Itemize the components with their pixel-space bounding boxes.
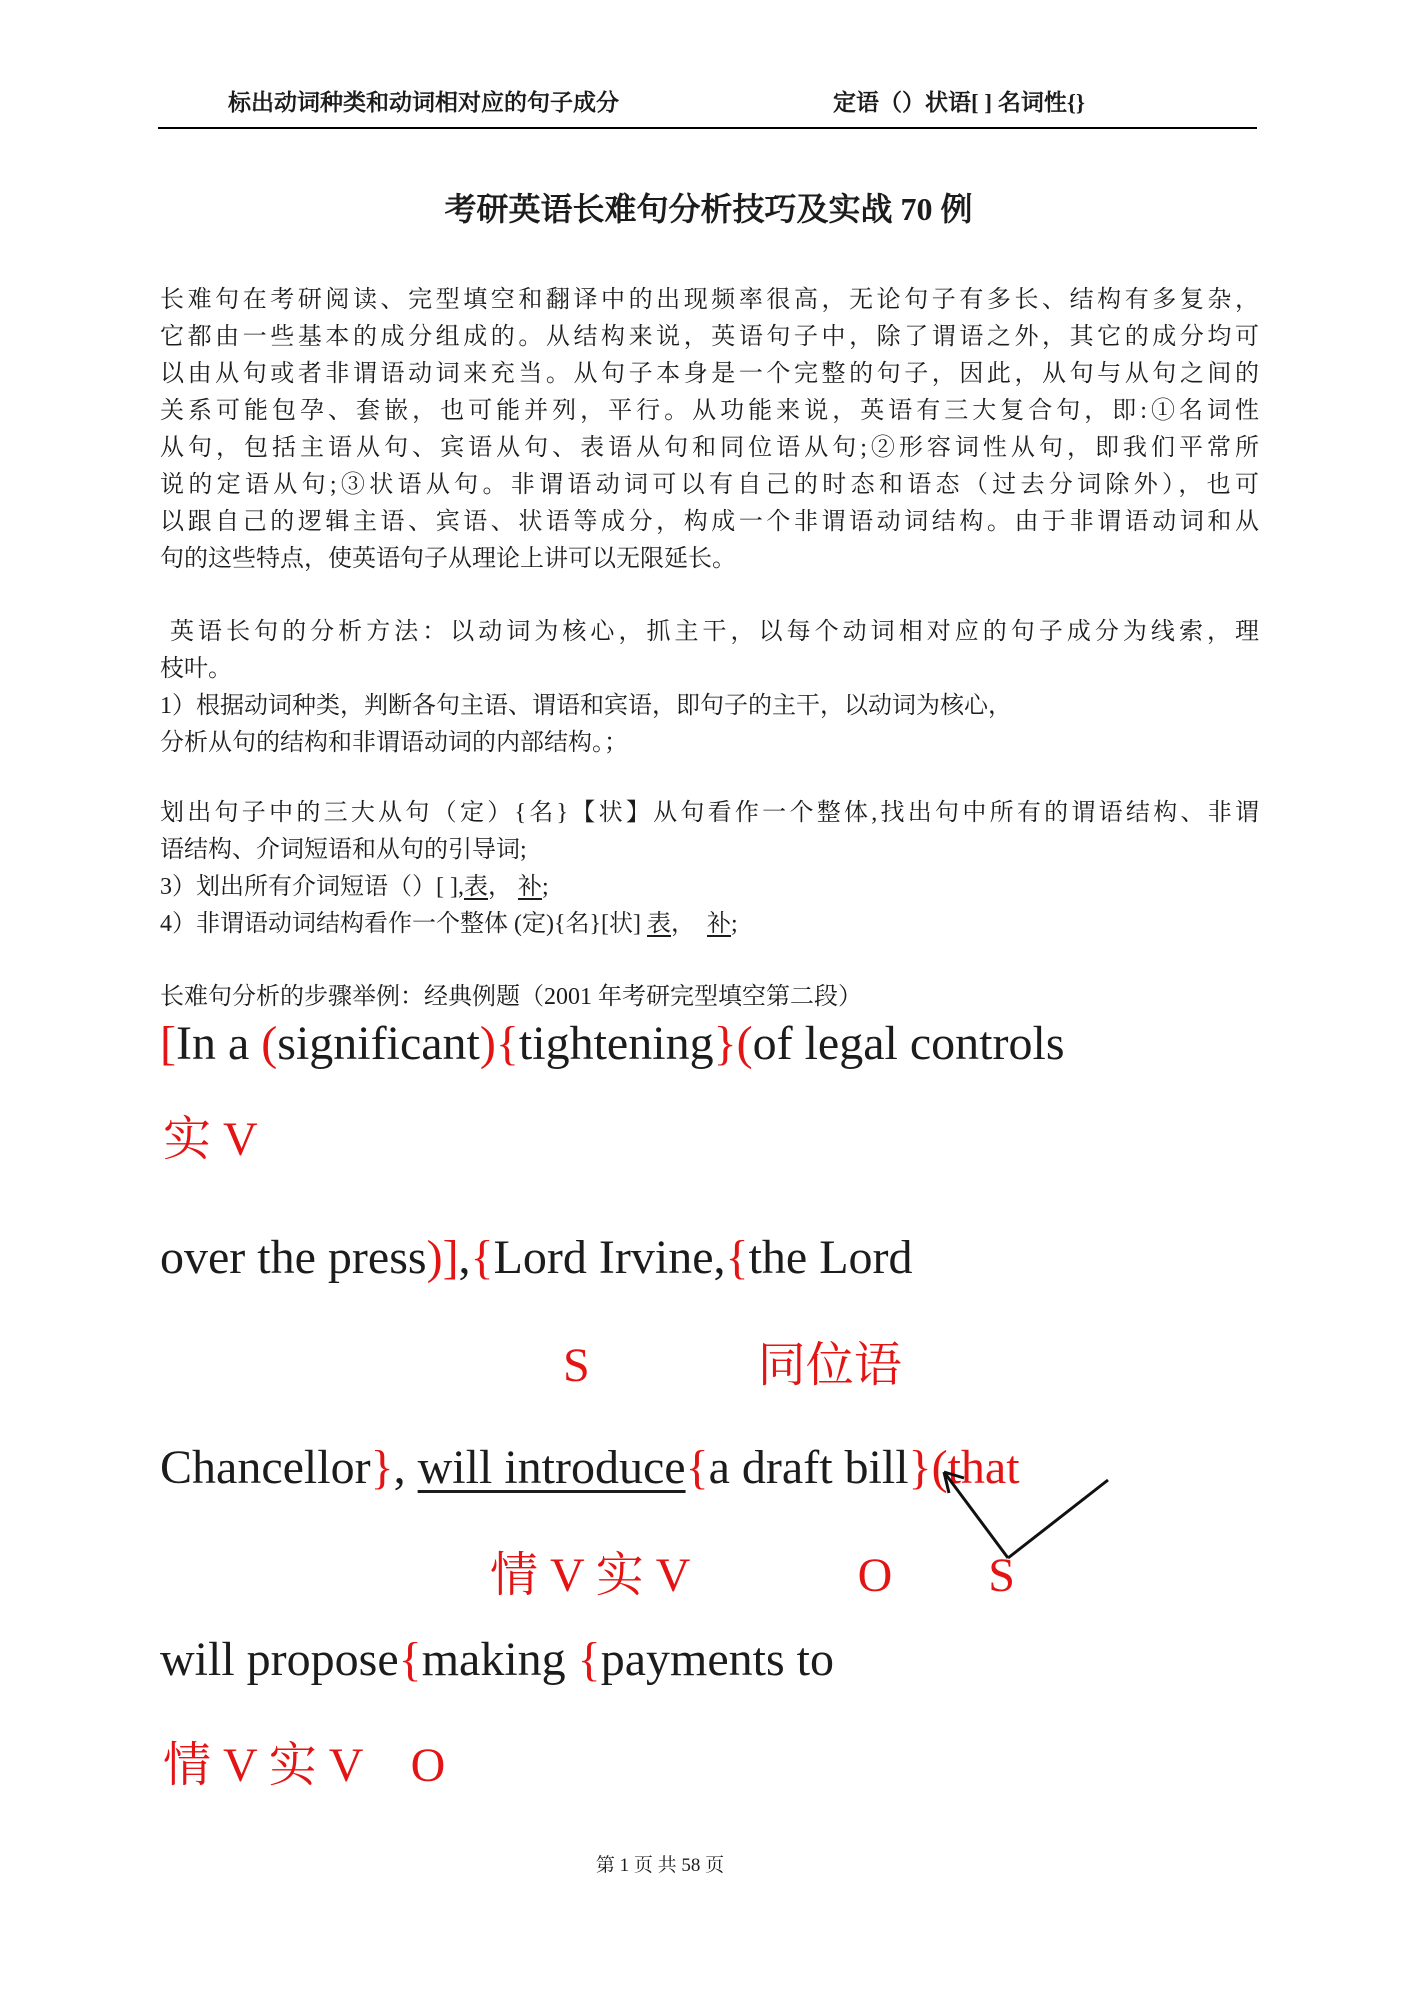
text-segment: of legal controls bbox=[752, 1017, 1065, 1070]
method-line: 1）根据动词种类，判断各句主语、谓语和宾语，即句子的主干，以动词为核心， bbox=[160, 693, 1012, 719]
header-divider bbox=[158, 127, 1257, 129]
example-sentence-line bbox=[160, 1230, 913, 1285]
example-annotation-line bbox=[163, 1112, 258, 1167]
text-segment: ， bbox=[487, 874, 518, 900]
text-segment: ( bbox=[261, 1017, 278, 1070]
header-right-text: 定语（）状语[ ] 名词性{} bbox=[833, 90, 1085, 115]
text-segment: 实 V bbox=[163, 1113, 258, 1166]
text-segment: significant bbox=[277, 1017, 480, 1070]
text-segment: 划出句子中的三大从句（定）{名}【状】从句看作一个整体,找出句中所有的谓语结构、非谓 bbox=[160, 800, 1259, 826]
method-line: 分析从句的结构和非谓语动词的内部结构。； bbox=[160, 730, 628, 756]
text-segment: 补 bbox=[707, 911, 732, 937]
text-segment: { bbox=[577, 1633, 601, 1686]
intro-line: 从句，包括主语从句、宾语从句、表语从句和同位语从句;②形容词性从句，即我们平常所 bbox=[160, 435, 1259, 461]
text-segment: making bbox=[421, 1633, 578, 1686]
text-segment: ， bbox=[671, 911, 708, 937]
text-segment: [ bbox=[160, 1017, 176, 1070]
method-line: 枝叶。 bbox=[160, 656, 232, 682]
text-segment: a draft bill bbox=[708, 1441, 909, 1494]
example-annotation-line bbox=[563, 1338, 902, 1393]
text-segment: { bbox=[685, 1441, 709, 1494]
text-segment: the Lord bbox=[748, 1231, 913, 1284]
example-sentence-line bbox=[160, 1440, 1020, 1495]
text-segment: )] bbox=[426, 1231, 459, 1284]
text-segment: 3）划出所有介词短语（）[ ], bbox=[160, 874, 464, 900]
intro-paragraph bbox=[160, 282, 1259, 578]
text-segment: tightening bbox=[518, 1017, 714, 1070]
text-segment: ; bbox=[541, 874, 549, 900]
example-annotation-line bbox=[163, 1738, 445, 1793]
intro-line: 以跟自己的逻辑主语、宾语、状语等成分，构成一个非谓语动词结构。由于非谓语动词和从 bbox=[160, 509, 1259, 535]
text-segment: , bbox=[458, 1231, 471, 1284]
text-segment: over the press bbox=[160, 1231, 427, 1284]
step-line bbox=[160, 832, 1259, 869]
text-segment: Lord Irvine, bbox=[493, 1231, 726, 1284]
step-line bbox=[160, 795, 1259, 832]
footer-page-number: 第 1 页 共 58 页 bbox=[595, 1855, 725, 1876]
intro-line: 说的定语从句;③状语从句。非谓语动词可以有自己的时态和语态（过去分词除外），也可 bbox=[160, 472, 1259, 498]
text-segment: { bbox=[398, 1633, 422, 1686]
text-segment: Chancellor bbox=[160, 1441, 371, 1494]
text-segment: 语结构、介词短语和从句的引导词; bbox=[160, 837, 527, 863]
steps-paragraph bbox=[160, 795, 1259, 943]
reference-arrow-icon bbox=[928, 1460, 1123, 1562]
text-segment: }( bbox=[713, 1017, 753, 1070]
text-segment: 情 V 实 V O bbox=[163, 1739, 446, 1792]
example-sentence-line bbox=[160, 1016, 1065, 1071]
text-segment: 4）非谓语动词结构看作一个整体 (定){名}[状] bbox=[160, 911, 648, 937]
text-segment: 补 bbox=[517, 874, 542, 900]
text-segment: payments to bbox=[600, 1633, 835, 1686]
text-segment: 表 bbox=[647, 911, 672, 937]
intro-line: 关系可能包孕、套嵌，也可能并列，平行。从功能来说，英语有三大复合句，即:①名词性 bbox=[160, 398, 1259, 424]
text-segment: }(that bbox=[908, 1441, 1020, 1494]
text-segment: 情 V 实 V O S bbox=[490, 1549, 1015, 1602]
text-segment: ){ bbox=[479, 1017, 519, 1070]
text-segment: { bbox=[470, 1231, 494, 1284]
step-line bbox=[160, 906, 1259, 943]
intro-line: 以由从句或者非谓语动词来充当。从句子本身是一个完整的句子，因此，从句与从句之间的 bbox=[160, 361, 1259, 387]
method-paragraph bbox=[160, 614, 1259, 762]
intro-line: 长难句在考研阅读、完型填空和翻译中的出现频率很高，无论句子有多长、结构有多复杂， bbox=[160, 287, 1259, 313]
text-segment: } bbox=[370, 1441, 394, 1494]
example-sentence-line bbox=[160, 1632, 834, 1687]
example-caption: 长难句分析的步骤举例：经典例题（2001 年考研完型填空第二段） bbox=[160, 984, 862, 1010]
header-left-text: 标出动词种类和动词相对应的句子成分 bbox=[228, 90, 619, 115]
text-segment: will propose bbox=[160, 1633, 399, 1686]
text-segment: will introduce bbox=[417, 1441, 686, 1494]
text-segment: ; bbox=[731, 911, 738, 937]
method-line: 英语长句的分析方法：以动词为核心，抓主干，以每个动词相对应的句子成分为线索，理 bbox=[160, 619, 1260, 645]
intro-line: 句的这些特点，使英语句子从理论上讲可以无限延长。 bbox=[160, 546, 736, 572]
page-title: 考研英语长难句分析技巧及实战 70 例 bbox=[444, 191, 973, 227]
text-segment: { bbox=[725, 1231, 749, 1284]
text-segment: In a bbox=[175, 1017, 262, 1070]
text-segment: 表 bbox=[463, 874, 488, 900]
intro-line: 它都由一些基本的成分组成的。从结构来说，英语句子中，除了谓语之外，其它的成分均可 bbox=[160, 324, 1259, 350]
text-segment: , bbox=[393, 1441, 418, 1494]
step-line bbox=[160, 869, 1259, 906]
text-segment: S 同位语 bbox=[563, 1339, 902, 1392]
